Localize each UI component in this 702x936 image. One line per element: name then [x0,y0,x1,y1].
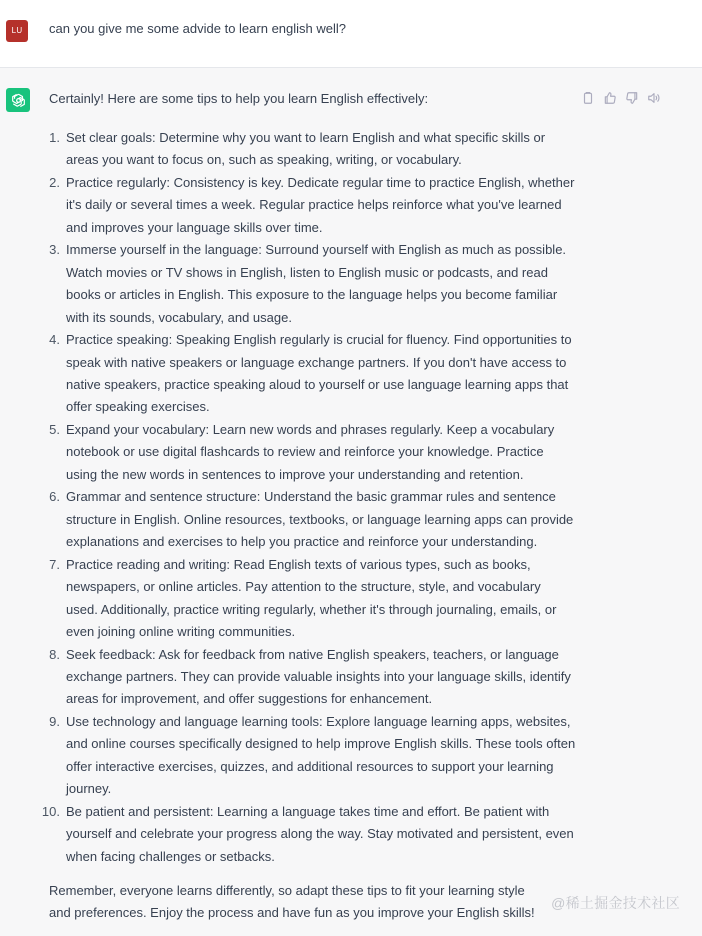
thumbs-up-button[interactable] [601,89,618,106]
list-item [36,644,576,711]
assistant-intro-text: Certainly! Here are some tips to help you learn English effectively: [49,91,429,106]
list-item-number: 5. [49,422,60,438]
speaker-icon [647,91,661,105]
assistant-message-row [0,68,702,936]
list-item-text: Practice reading and writing: Read English texts of various types, such as books, newspapers, or online articles. Pay attention to the structure, style, and vocabulary used. Additionally, practice writing regularly, whether it's through journaling, emails, or even joining online writing communities. [66,556,557,640]
copy-icon [581,91,595,105]
list-item [36,419,576,486]
list-item-text: Immerse yourself in the language: Surround yourself with English as much as possible. Watch movies or TV shows in English, listen to English music or podcasts, and read books or articles in English. This exposure to the language helps you become familiar with its sounds, vocabulary, and usage. [66,242,567,325]
list-item-number: 6. [49,489,60,505]
watermark-text: @稀土掘金技术社区 [551,895,680,911]
list-item [36,127,576,172]
list-item [36,486,576,553]
openai-logo-icon [10,92,27,109]
list-item [36,239,576,329]
list-item-number: 2. [49,175,60,190]
list-item [36,329,576,419]
list-item-text: Grammar and sentence structure: Understand the basic grammar rules and sentence structure in English. Online resources, textbooks, or language learning apps can provide explanations and exercises to help you practice and reinforce your understanding. [66,489,574,550]
thumbs-down-button[interactable] [623,89,640,106]
list-item [36,711,576,801]
list-item-text: Set clear goals: Determine why you want to learn English and what specific skills or areas you want to focus on, such as speaking, writing, or vocabulary. [66,130,546,168]
list-item-number: 3. [49,242,60,258]
message-actions [579,89,662,106]
list-item-number: 1. [49,130,60,145]
copy-button[interactable] [579,89,596,106]
user-avatar: LU [6,20,28,42]
list-item-text: Use technology and language learning tools: Explore language learning apps, websites, and online courses specifically designed to help improve English skills. These tools often offer interactive exercises, quizzes, and additional resources to support your learning journey. [66,714,576,797]
list-item-text: Expand your vocabulary: Learn new words and phrases regularly. Keep a vocabulary notebook or use digital flashcards to review and reinforce your knowledge. Practice using the new words in sentences to improve your understanding and retention. [66,422,555,482]
list-item [36,801,576,868]
assistant-avatar [6,88,30,112]
tips-list [36,127,576,868]
list-item-text: Practice regularly: Consistency is key. Dedicate regular time to practice English, whether it's daily or several times a week. Regular practice helps reinforce what you've learned and improves your language skills over time. [66,175,575,235]
list-item-number: 9. [49,714,60,730]
thumbs-up-icon [603,91,617,105]
thumbs-down-icon [625,91,639,105]
list-item-number: 7. [49,556,60,572]
list-item-number: 10. [41,803,60,819]
list-item-text: Seek feedback: Ask for feedback from native English speakers, teachers, or language exchange partners. They can provide valuable insights into your language skills, identify areas for improvement, and offer suggestions for enhancement. [66,646,571,707]
assistant-outro-text: Remember, everyone learns differently, so adapt these tips to fit your learning style and preferences. Enjoy the process and have fun as you improve your English skills! [49,883,535,921]
list-item [36,554,576,644]
list-item-text: Be patient and persistent: Learning a language takes time and effort. Be patient with yourself and celebrate your progress along the way. Stay motivated and persistent, even when facing challenges or setbacks. [66,803,574,864]
list-item-number: 8. [49,646,60,662]
list-item-number: 4. [49,332,60,348]
read-aloud-button[interactable] [645,89,662,106]
user-message-row [0,0,702,68]
list-item [36,172,576,239]
list-item-text: Practice speaking: Speaking English regularly is crucial for fluency. Find opportunities to speak with native speakers or language exchange partners. If you don't have access to native speakers, practice speaking aloud to yourself or use language learning apps that offer speaking exercises. [66,332,572,415]
user-message-text: can you give me some advide to learn english well? [49,21,347,36]
